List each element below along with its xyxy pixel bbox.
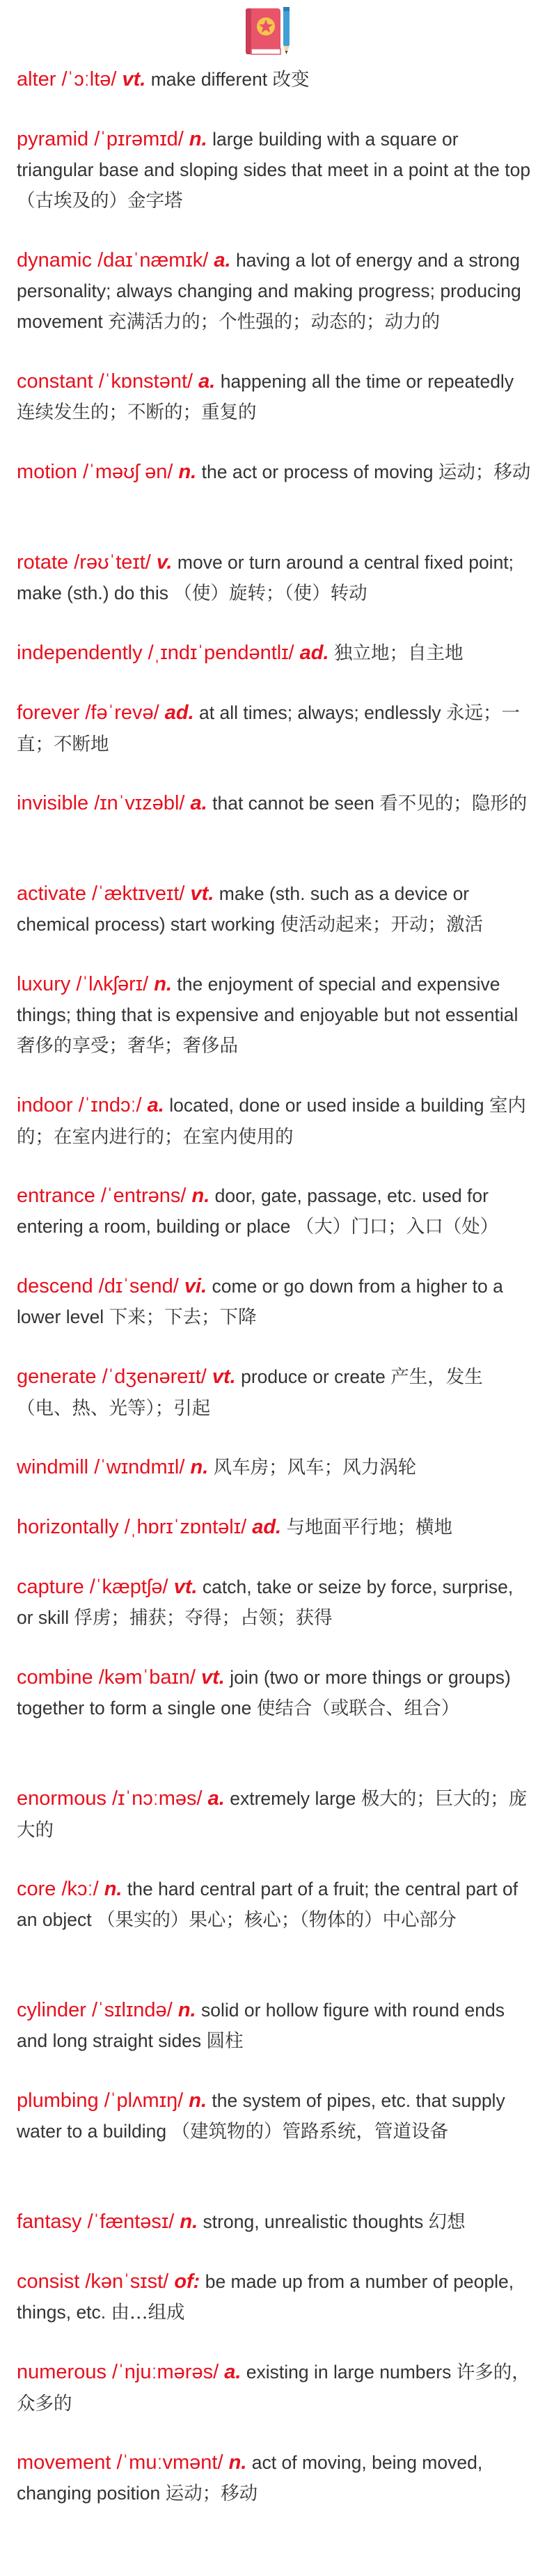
entry-part-of-speech: a. bbox=[224, 2361, 242, 2383]
entry-headword-group bbox=[17, 973, 172, 995]
entry-part-of-speech: n. bbox=[228, 2451, 247, 2474]
entry-phonetic: /ˈmuːvmənt/ bbox=[116, 2451, 223, 2474]
vocabulary-entry bbox=[17, 64, 535, 95]
entry-phonetic: /ˈkɒnstənt/ bbox=[98, 370, 193, 393]
vocabulary-entry bbox=[17, 2447, 535, 2508]
entry-part-of-speech: vi. bbox=[184, 1275, 207, 1297]
entry-phonetic: /fəˈrevə/ bbox=[85, 702, 159, 724]
entry-word: enormous bbox=[17, 1787, 106, 1810]
entry-word: consist bbox=[17, 2270, 80, 2293]
vocabulary-entry bbox=[17, 2085, 535, 2177]
entry-chinese-meaning: 独立地；自主地 bbox=[333, 642, 464, 664]
entry-chinese-meaning: 改变 bbox=[272, 69, 310, 90]
entry-phonetic: /rəʊˈteɪt/ bbox=[74, 551, 151, 574]
entry-phonetic: /ˈpɪrəmɪd/ bbox=[94, 128, 184, 150]
vocabulary-entry bbox=[17, 697, 535, 759]
entry-headword-group bbox=[17, 642, 329, 664]
entry-part-of-speech: ad. bbox=[252, 1516, 282, 1538]
vocabulary-entry bbox=[17, 245, 535, 337]
entry-word: numerous bbox=[17, 2361, 106, 2383]
entry-chinese-meaning: 幻想 bbox=[428, 2211, 466, 2233]
vocabulary-entry bbox=[17, 457, 535, 518]
entry-part-of-speech: v. bbox=[156, 551, 173, 574]
entry-chinese-meaning: 极大的；巨大的；庞大的 bbox=[17, 1788, 528, 1841]
entry-chinese-meaning: （古埃及的）金字塔 bbox=[17, 190, 183, 212]
vocabulary-entry bbox=[17, 1874, 535, 1966]
entry-word: activate bbox=[17, 883, 86, 905]
vocabulary-entry bbox=[17, 1572, 535, 1633]
entry-chinese-meaning: （果实的）果心；核心；（物体的）中心部分 bbox=[96, 1909, 457, 1931]
entry-headword-group bbox=[17, 249, 231, 271]
entry-chinese-meaning: 运动；移动 bbox=[438, 461, 531, 483]
entry-phonetic: /ɪˈnɔːməs/ bbox=[112, 1787, 203, 1810]
entry-definition: the system of pipes, etc. that supply water to a building bbox=[17, 2090, 505, 2142]
vocabulary-entry bbox=[17, 1995, 535, 2056]
entry-part-of-speech: a. bbox=[207, 1787, 225, 1810]
entry-part-of-speech: a. bbox=[198, 370, 216, 393]
entry-chinese-meaning: 运动；移动 bbox=[165, 2483, 258, 2504]
entry-word: motion bbox=[17, 461, 78, 483]
entry-word: rotate bbox=[17, 551, 69, 574]
vocabulary-entry bbox=[17, 969, 535, 1061]
entry-definition: catch, take or seize by force, surprise, or skill bbox=[17, 1577, 514, 1628]
entry-word: indoor bbox=[17, 1094, 73, 1116]
entry-word: pyramid bbox=[17, 128, 89, 150]
entry-part-of-speech: vt. bbox=[173, 1576, 198, 1598]
entry-headword-group bbox=[17, 1878, 122, 1900]
entry-word: combine bbox=[17, 1666, 93, 1689]
entry-word: horizontally bbox=[17, 1516, 119, 1538]
entry-word: movement bbox=[17, 2451, 111, 2474]
entry-definition: join (two or more things or groups) together to form a single one bbox=[17, 1667, 511, 1718]
entry-chinese-meaning: 产生，发生（电、热、光等）；引起 bbox=[17, 1366, 483, 1419]
entry-phonetic: /ˈɔːltə/ bbox=[61, 68, 117, 90]
entry-definition: be made up from a number of people, things, etc. bbox=[17, 2271, 514, 2323]
vocabulary-entry bbox=[17, 1452, 535, 1483]
entry-headword-group bbox=[17, 1185, 209, 1207]
entry-chinese-meaning: 圆柱 bbox=[206, 2030, 244, 2052]
entry-chinese-meaning: 下来；下去；下降 bbox=[109, 1306, 257, 1328]
entry-phonetic: /ɪnˈvɪzəbl/ bbox=[94, 792, 185, 814]
entry-part-of-speech: n. bbox=[189, 128, 207, 150]
entry-definition: large building with a square or triangular base and sloping sides that meet in a point at the top bbox=[17, 129, 531, 180]
entry-headword-group bbox=[17, 1456, 208, 1478]
entry-phonetic: /ˈentrəns/ bbox=[100, 1185, 187, 1207]
entry-definition: extremely large bbox=[230, 1788, 356, 1809]
entry-word: luxury bbox=[17, 973, 71, 995]
entry-definition: at all times; always; endlessly bbox=[199, 702, 441, 723]
entry-chinese-meaning: 俘虏；捕获；夺得；占领；获得 bbox=[74, 1607, 333, 1629]
entry-chinese-meaning: 风车房；风车；风力涡轮 bbox=[213, 1457, 417, 1478]
vocabulary-entry bbox=[17, 638, 535, 668]
entry-part-of-speech: a. bbox=[190, 792, 207, 814]
entry-phonetic: /kɔː/ bbox=[61, 1878, 99, 1900]
entry-part-of-speech: a. bbox=[147, 1094, 164, 1116]
vocabulary-entry bbox=[17, 366, 535, 427]
entry-word: descend bbox=[17, 1275, 93, 1297]
entry-phonetic: /daɪˈnæmɪk/ bbox=[97, 249, 209, 271]
entry-definition: door, gate, passage, etc. used for entering a room, building or place bbox=[17, 1185, 489, 1237]
entry-headword-group bbox=[17, 2451, 246, 2474]
entry-part-of-speech: n. bbox=[154, 973, 173, 995]
entry-word: alter bbox=[17, 68, 56, 90]
entry-definition: solid or hollow figure with round ends and long straight sides bbox=[17, 2000, 505, 2051]
entry-definition: the enjoyment of special and expensive things; thing that is expensive and enjoyable but not essential bbox=[17, 974, 519, 1025]
entry-part-of-speech: vt. bbox=[212, 1366, 236, 1388]
entry-headword-group bbox=[17, 702, 194, 724]
entry-word: cylinder bbox=[17, 1999, 86, 2021]
entry-part-of-speech: ad. bbox=[299, 642, 329, 664]
entry-headword-group bbox=[17, 2270, 200, 2293]
entry-phonetic: /dɪˈsend/ bbox=[98, 1275, 179, 1297]
entry-headword-group bbox=[17, 1787, 225, 1810]
entry-word: generate bbox=[17, 1366, 97, 1388]
entry-part-of-speech: of: bbox=[174, 2270, 200, 2293]
entry-chinese-meaning: 使结合（或联合、组合） bbox=[256, 1698, 460, 1719]
entry-phonetic: /ˈdʒenəreɪt/ bbox=[102, 1366, 207, 1388]
entry-part-of-speech: n. bbox=[177, 1999, 196, 2021]
entry-definition: make different bbox=[150, 69, 268, 90]
entry-phonetic: /ˈwɪndmɪl/ bbox=[94, 1456, 185, 1478]
entry-word: forever bbox=[17, 702, 80, 724]
entry-headword-group bbox=[17, 1275, 207, 1297]
entry-phonetic: /ˈæktɪveɪt/ bbox=[92, 883, 185, 905]
entry-word: constant bbox=[17, 370, 93, 393]
entry-chinese-meaning: 由…组成 bbox=[111, 2302, 185, 2323]
entry-chinese-meaning: （大）门口；入口（处） bbox=[295, 1216, 499, 1238]
entry-definition: happening all the time or repeatedly bbox=[220, 371, 514, 392]
entry-definition: produce or create bbox=[241, 1366, 386, 1387]
vocabulary-entry bbox=[17, 1271, 535, 1332]
vocabulary-entry bbox=[17, 2266, 535, 2328]
entry-part-of-speech: n. bbox=[178, 461, 197, 483]
entry-chinese-meaning: 使活动起来；开动；激活 bbox=[280, 914, 483, 935]
entry-word: independently bbox=[17, 642, 143, 664]
entry-headword-group bbox=[17, 1366, 236, 1388]
entry-definition: that cannot be seen bbox=[212, 793, 374, 814]
entry-headword-group bbox=[17, 1576, 198, 1598]
entry-headword-group bbox=[17, 2361, 241, 2383]
entry-phonetic: /ˈnjuːmərəs/ bbox=[112, 2361, 219, 2383]
entry-phonetic: /ˌhɒrɪˈzɒntəlɪ/ bbox=[124, 1516, 247, 1538]
book-with-pencil-icon bbox=[239, 4, 299, 60]
entry-headword-group bbox=[17, 128, 207, 150]
vocabulary-entry bbox=[17, 1361, 535, 1423]
entry-headword-group bbox=[17, 2211, 198, 2233]
vocabulary-entry bbox=[17, 2357, 535, 2418]
entry-definition: move or turn around a central fixed point; make (sth.) do this bbox=[17, 552, 514, 603]
entry-definition: act of moving, being moved, changing position bbox=[17, 2452, 483, 2504]
entry-definition: existing in large numbers bbox=[246, 2362, 452, 2383]
entry-word: invisible bbox=[17, 792, 89, 814]
entry-headword-group bbox=[17, 1666, 225, 1689]
entry-word: windmill bbox=[17, 1456, 89, 1478]
entry-chinese-meaning: 许多的，众多的 bbox=[17, 2362, 530, 2415]
entry-headword-group bbox=[17, 1094, 164, 1116]
entry-part-of-speech: n. bbox=[180, 2211, 198, 2233]
entry-chinese-meaning: 看不见的；隐形的 bbox=[379, 793, 528, 814]
entry-chinese-meaning: 奢侈的享受；奢华；奢侈品 bbox=[17, 1035, 238, 1057]
entry-definition: having a lot of energy and a strong personality; always changing and making progress; producing movement bbox=[17, 250, 521, 332]
vocabulary-list bbox=[17, 64, 535, 2538]
entry-phonetic: /kənˈsɪst/ bbox=[85, 2270, 169, 2293]
vocabulary-entry bbox=[17, 1090, 535, 1151]
entry-chinese-meaning: 充满活力的；个性强的；动态的；动力的 bbox=[108, 311, 441, 333]
entry-headword-group bbox=[17, 2089, 207, 2112]
entry-chinese-meaning: （使）旋转；（使）转动 bbox=[173, 583, 367, 604]
entry-word: capture bbox=[17, 1576, 84, 1598]
entry-word: dynamic bbox=[17, 249, 92, 271]
vocabulary-entry bbox=[17, 878, 535, 940]
entry-chinese-meaning: 连续发生的；不断的；重复的 bbox=[17, 402, 257, 423]
vocabulary-entry bbox=[17, 547, 535, 608]
vocabulary-entry bbox=[17, 1512, 535, 1542]
entry-part-of-speech: n. bbox=[191, 1185, 210, 1207]
entry-word: fantasy bbox=[17, 2211, 82, 2233]
entry-part-of-speech: a. bbox=[214, 249, 231, 271]
entry-definition: located, done or used inside a building bbox=[169, 1095, 484, 1116]
entry-headword-group bbox=[17, 792, 207, 814]
entry-phonetic: /ˈplʌmɪŋ/ bbox=[104, 2089, 184, 2112]
entry-part-of-speech: vt. bbox=[201, 1666, 225, 1689]
entry-phonetic: /ˈməʊʃ ən/ bbox=[83, 461, 173, 483]
entry-definition: the hard central part of a fruit; the central part of an object bbox=[17, 1879, 519, 1930]
vocabulary-entry bbox=[17, 788, 535, 849]
entry-phonetic: /ˈsɪlɪndə/ bbox=[92, 1999, 173, 2021]
entry-headword-group bbox=[17, 1999, 196, 2021]
entry-definition: make (sth. such as a device or chemical process) start working bbox=[17, 883, 470, 935]
entry-phonetic: /ˈɪndɔː/ bbox=[78, 1094, 142, 1116]
entry-definition: strong, unrealistic thoughts bbox=[203, 2211, 424, 2232]
entry-headword-group bbox=[17, 883, 214, 905]
entry-word: plumbing bbox=[17, 2089, 99, 2112]
entry-chinese-meaning: 永远；一直；不断地 bbox=[17, 702, 521, 755]
entry-phonetic: /ˌɪndɪˈpendəntlɪ/ bbox=[148, 642, 294, 664]
entry-part-of-speech: ad. bbox=[164, 702, 194, 724]
entry-part-of-speech: vt. bbox=[190, 883, 214, 905]
vocabulary-entry bbox=[17, 2206, 535, 2237]
entry-headword-group bbox=[17, 68, 145, 90]
entry-chinese-meaning: 与地面平行地；横地 bbox=[286, 1517, 452, 1538]
entry-headword-group bbox=[17, 461, 196, 483]
entry-word: entrance bbox=[17, 1185, 95, 1207]
vocabulary-entry bbox=[17, 124, 535, 216]
entry-word: core bbox=[17, 1878, 56, 1900]
entry-part-of-speech: n. bbox=[189, 2089, 207, 2112]
entry-part-of-speech: n. bbox=[190, 1456, 209, 1478]
vocabulary-entry bbox=[17, 1180, 535, 1242]
entry-phonetic: /kəmˈbaɪn/ bbox=[98, 1666, 196, 1689]
entry-part-of-speech: n. bbox=[104, 1878, 122, 1900]
vocabulary-entry bbox=[17, 1783, 535, 1844]
vocabulary-entry bbox=[17, 1662, 535, 1754]
entry-chinese-meaning: （建筑物的）管路系统，管道设备 bbox=[171, 2121, 448, 2142]
entry-chinese-meaning: 室内的；在室内进行的；在室内使用的 bbox=[17, 1095, 526, 1148]
entry-headword-group bbox=[17, 370, 215, 393]
entry-part-of-speech: vt. bbox=[122, 68, 146, 90]
entry-phonetic: /ˈkæptʃə/ bbox=[89, 1576, 168, 1598]
entry-definition: the act or process of moving bbox=[201, 461, 434, 482]
entry-headword-group bbox=[17, 1516, 281, 1538]
entry-headword-group bbox=[17, 551, 173, 574]
entry-phonetic: /ˈfæntəsɪ/ bbox=[87, 2211, 175, 2233]
entry-definition: come or go down from a higher to a lower level bbox=[17, 1276, 503, 1327]
entry-phonetic: /ˈlʌkʃərɪ/ bbox=[76, 973, 149, 995]
